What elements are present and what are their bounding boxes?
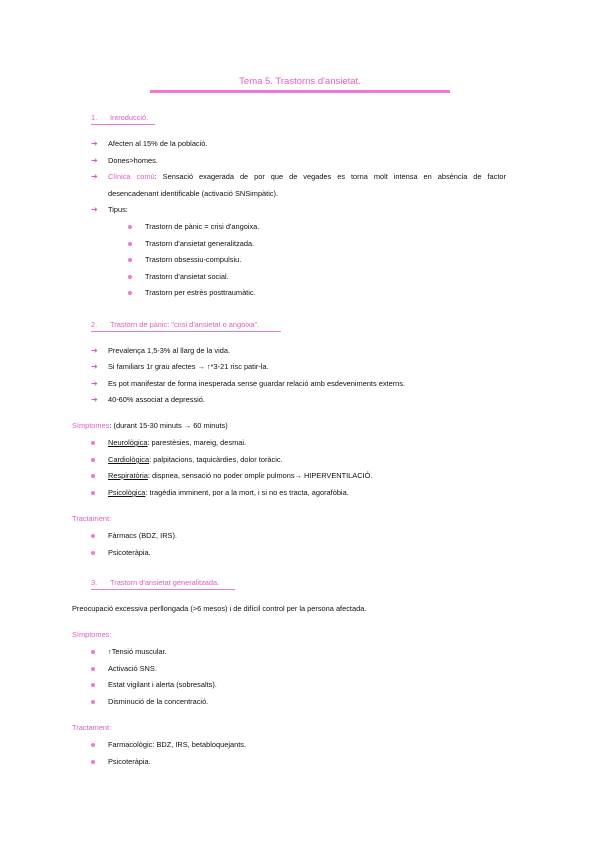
- bullet-dot-icon: [128, 225, 132, 229]
- bullet-dot-icon: [91, 474, 95, 478]
- bullet-dot-icon: [91, 667, 95, 671]
- bullet-dot-icon: [91, 458, 95, 462]
- gad-description: Preocupació excessiva perllongada (>6 mesos) i de difícil control per la persona afectada.: [72, 604, 367, 613]
- gad-treatment-heading: Tractament:: [72, 723, 112, 732]
- type-item: Trastorn d'ansietat generalitzada.: [145, 239, 255, 248]
- bullet-dot-icon: [91, 683, 95, 687]
- page-title: Tema 5. Trastorns d'ansietat.: [239, 76, 361, 87]
- section-number: 3.: [91, 578, 98, 587]
- type-item: Trastorn d'ansietat social.: [145, 272, 229, 281]
- arrow-bullet-icon: ➔: [91, 156, 98, 165]
- panic-symptom-item: [108, 471, 372, 481]
- section-underline: [91, 124, 155, 125]
- section-heading-generalized-anxiety: [91, 578, 219, 588]
- symptom-text: : parestèsies, mareig, desmai.: [147, 438, 247, 447]
- panic-symptom-item: [108, 438, 246, 448]
- symptom-category: Neurològica: [108, 438, 148, 447]
- arrow-bullet-icon: ➔: [91, 346, 98, 355]
- arrow-bullet-icon: ➔: [91, 362, 98, 371]
- bullet-dot-icon: [91, 551, 95, 555]
- intro-item-clinic: [108, 172, 506, 182]
- bullet-dot-icon: [128, 275, 132, 279]
- type-item: Trastorn de pànic = crisi d'angoixa.: [145, 222, 260, 231]
- symptom-category: Respiratòria: [108, 471, 148, 480]
- panic-symptoms-heading: [72, 421, 228, 431]
- gad-symptom-item: Activació SNS.: [108, 664, 157, 673]
- symptom-text: : palpitacions, taquicàrdies, dolor toràcic.: [149, 455, 283, 464]
- bullet-dot-icon: [91, 491, 95, 495]
- clinic-text: : Sensació exagerada de por que de vegades es torna molt intensa en absència de factor: [154, 172, 506, 181]
- arrow-bullet-icon: ➔: [91, 379, 98, 388]
- section-label: Trastorn d'ansietat generalitzada.: [110, 578, 220, 587]
- symptom-category: Psicològica: [108, 488, 146, 497]
- gad-symptom-item: ↑Tensió muscular.: [108, 647, 167, 656]
- type-item: Trastorn per estrès posttraumàtic.: [145, 288, 256, 297]
- symptom-text: : tragèdia imminent, por a la mort, i si no es tracta, agorafòbia.: [145, 488, 349, 497]
- panic-item: 40-60% associat a depressió.: [108, 395, 205, 404]
- section-label: Introducció.: [110, 113, 149, 122]
- arrow-bullet-icon: ➔: [91, 139, 98, 148]
- intro-item-clinic-continued: desencadenant identificable (activació SNSimpàtic).: [108, 189, 279, 198]
- symptom-category: Cardiològica: [108, 455, 150, 464]
- arrow-bullet-icon: ➔: [91, 395, 98, 404]
- panic-item: Prevalença 1,5-3% al llarg de la vida.: [108, 346, 231, 355]
- gad-symptom-item: Estat vigilant i alerta (sobresalts).: [108, 680, 217, 689]
- bullet-dot-icon: [91, 441, 95, 445]
- bullet-dot-icon: [91, 700, 95, 704]
- symptom-text: : dispnea, sensació no poder omplir pulmons→ HIPERVENTILACIÓ.: [147, 471, 373, 480]
- intro-item: Dones>homes.: [108, 156, 158, 165]
- arrow-bullet-icon: ➔: [91, 172, 98, 181]
- panic-symptom-item: [108, 455, 283, 465]
- bullet-dot-icon: [91, 760, 95, 764]
- gad-symptoms-heading: Símptomes:: [72, 630, 112, 639]
- intro-item: Tipus:: [108, 205, 128, 214]
- bullet-dot-icon: [91, 650, 95, 654]
- intro-item: Afecten al 15% de la població.: [108, 139, 208, 148]
- clinic-label: Clínica comú: [108, 172, 155, 181]
- section-heading-panic-disorder: [91, 320, 259, 330]
- section-heading-introduction: [91, 113, 148, 123]
- bullet-dot-icon: [128, 242, 132, 246]
- title-underline: [150, 90, 450, 93]
- symptoms-label: Símptomes: [72, 421, 110, 430]
- section-label: Trastorn de pànic: "crisi d'ansietat o angoixa".: [110, 320, 260, 329]
- panic-treatment-item: Psicoteràpia.: [108, 548, 151, 557]
- gad-treatment-item: Farmacològic: BDZ, IRS, betabloquejants.: [108, 740, 247, 749]
- gad-treatment-item: Psicoteràpia.: [108, 757, 151, 766]
- panic-treatment-item: Fàrmacs (BDZ, IRS).: [108, 531, 177, 540]
- bullet-dot-icon: [128, 258, 132, 262]
- gad-symptom-item: Disminució de la concentració.: [108, 697, 209, 706]
- section-number: 2.: [91, 320, 98, 329]
- bullet-dot-icon: [91, 743, 95, 747]
- bullet-dot-icon: [128, 291, 132, 295]
- section-number: 1.: [91, 113, 98, 122]
- symptoms-duration: : (durant 15-30 minuts → 60 minuts): [109, 421, 228, 430]
- panic-symptom-item: [108, 488, 349, 498]
- section-underline: [91, 331, 281, 332]
- bullet-dot-icon: [91, 534, 95, 538]
- panic-item: Si familiars 1r grau afectes → ↑*3-21 risc patir-la.: [108, 362, 269, 371]
- type-item: Trastorn obsessiu-compulsiu.: [145, 255, 242, 264]
- section-underline: [91, 589, 235, 590]
- arrow-bullet-icon: ➔: [91, 205, 98, 214]
- panic-treatment-heading: Tractament:: [72, 514, 112, 523]
- panic-item: Es pot manifestar de forma inesperada sense guardar relació amb esdeveniments externs.: [108, 379, 406, 388]
